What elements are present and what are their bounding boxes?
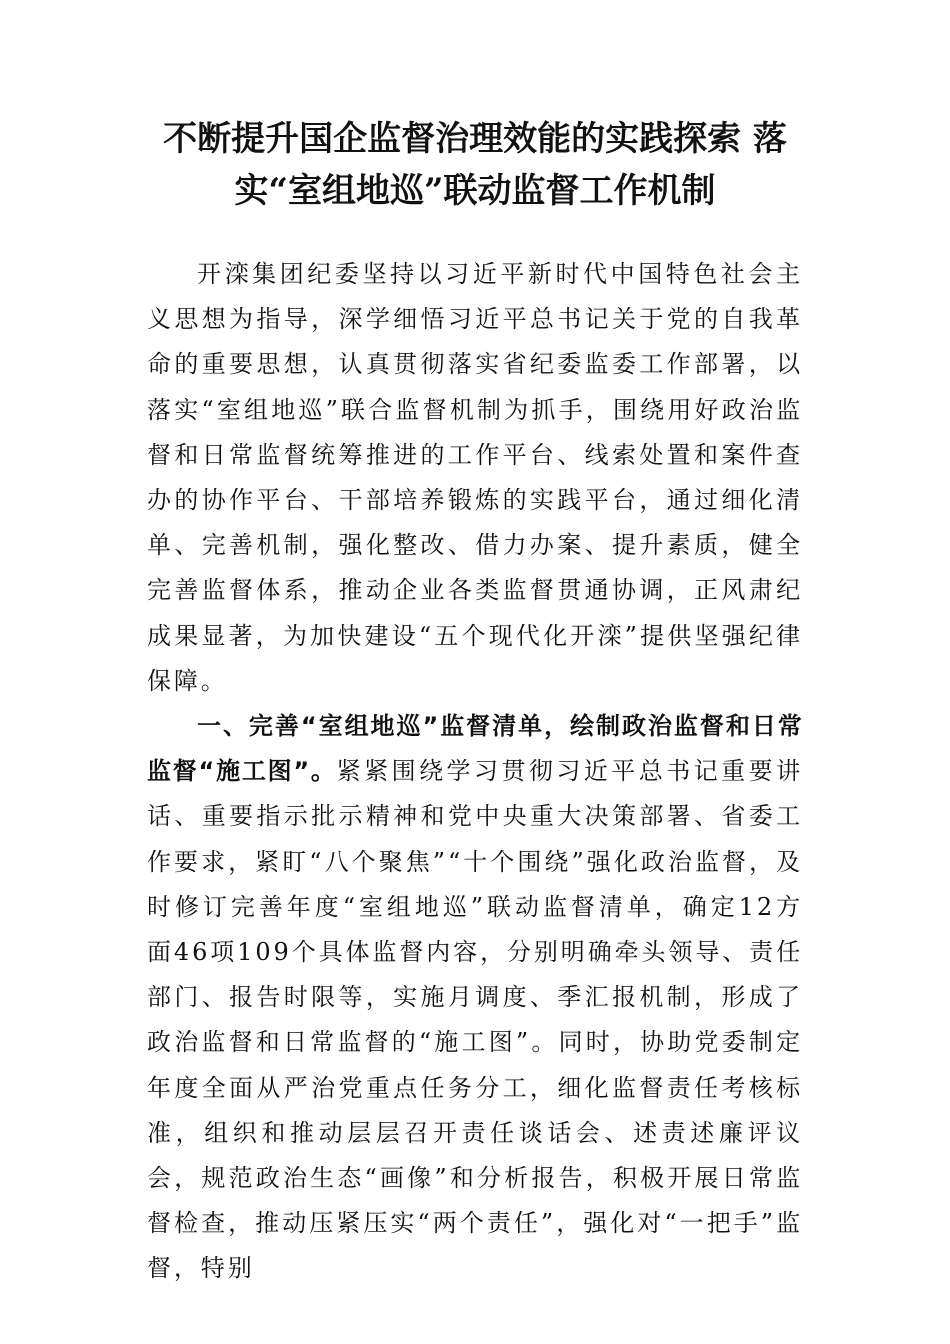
document-title: 不断提升国企监督治理效能的实践探索 落实“室组地巡”联动监督工作机制 — [163, 119, 787, 211]
section-one-text: 紧紧围绕学习贯彻习近平总书记重要讲话、重要指示批示精神和党中央重大决策部署、省委工作要求，紧盯“八个聚焦”“十个围绕”强化政治监督，及时修订完善年度“室组地巡”联动监督清单，确定12方面46项109个具体监督内容，分别明确牵头领导、责任部门、报告时限等，实施月调度、季汇报机制，形成了政治监督和日常监督的“施工图”。同时，协助党委制定年度全面从严治党重点任务分工，细化监督责任考核标准，组织和推动层层召开责任谈话会、述责述廉评议会，规范政治生态“画像”和分析报告，积极开展日常监督检查，推动压紧压实“两个责任”，强化对“一把手”监督，特别 — [147, 757, 803, 1283]
paragraph-intro — [147, 252, 803, 704]
paragraph-intro-text: 开滦集团纪委坚持以习近平新时代中国特色社会主义思想为指导，深学细悟习近平总书记关于党的自我革命的重要思想，认真贯彻落实省纪委监委工作部署，以落实“室组地巡”联合监督机制为抓手，围绕用好政治监督和日常监督统筹推进的工作平台、线索处置和案件查办的协作平台、干部培养锻炼的实践平台，通过细化清单、完善机制，强化整改、借力办案、提升素质，健全完善监督体系，推动企业各类监督贯通协调，正风肃纪成果显著，为加快建设“五个现代化开滦”提供坚强纪律保障。 — [147, 260, 803, 695]
document-body — [147, 252, 803, 1292]
paragraph-section-one — [147, 704, 803, 1292]
section-one-heading: 一、完善“室组地巡”监督清单，绘制政治监督和日常监督“施工图”。 — [147, 712, 803, 786]
